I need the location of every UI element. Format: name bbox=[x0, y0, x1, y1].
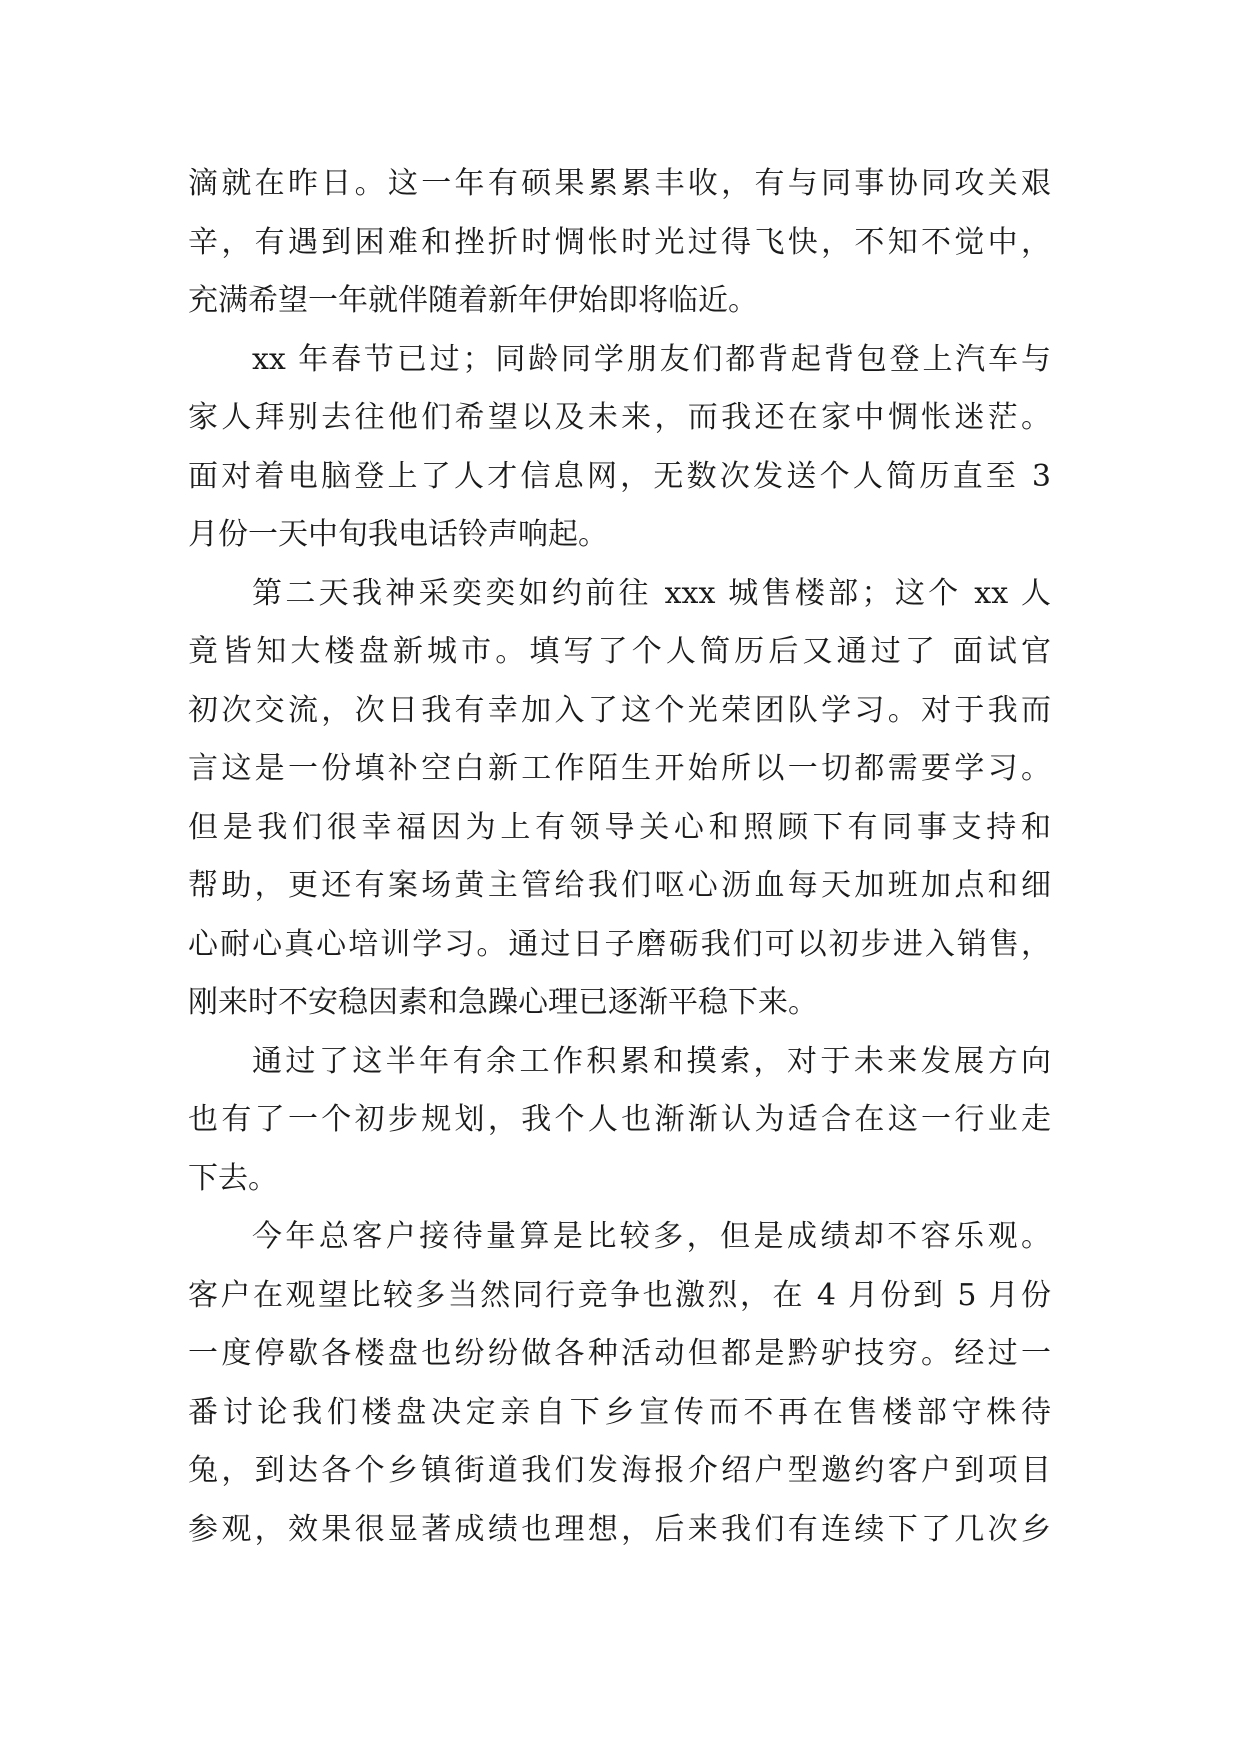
paragraph bbox=[188, 331, 1051, 565]
text-line: 今年总客户接待量算是比较多，但是成绩却不容乐观。 bbox=[252, 1219, 1051, 1254]
text-line: 滴就在昨日。这一年有硕果累累丰收，有与同事协同攻关艰 bbox=[188, 166, 1051, 201]
document-body bbox=[188, 155, 1051, 1559]
text-line: 下去。 bbox=[188, 1160, 278, 1196]
paragraph bbox=[188, 1033, 1051, 1209]
text-line: 番讨论我们楼盘决定亲自下乡宣传而不再在售楼部守株待 bbox=[188, 1394, 1051, 1430]
text-line: 家人拜别去往他们希望以及未来，而我还在家中惆怅迷茫。 bbox=[188, 400, 1051, 435]
paragraph bbox=[188, 565, 1051, 1033]
text-line: 第二天我神采奕奕如约前往 xxx 城售楼部；这个 xx 人 bbox=[252, 575, 1051, 611]
text-line: 一度停歇各楼盘也纷纷做各种活动但都是黔驴技穷。经过一 bbox=[188, 1336, 1051, 1371]
text-line: 言这是一份填补空白新工作陌生开始所以一切都需要学习。 bbox=[188, 751, 1051, 786]
text-line: 心耐心真心培训学习。通过日子磨砺我们可以初步进入销售， bbox=[188, 926, 1051, 962]
text-line: 面对着电脑登上了人才信息网，无数次发送个人简历直至 3 bbox=[188, 458, 1051, 494]
paragraph bbox=[188, 155, 1051, 331]
text-line: 帮助，更还有案场黄主管给我们呕心沥血每天加班加点和细 bbox=[188, 868, 1051, 903]
text-line: 也有了一个初步规划，我个人也渐渐认为适合在这一行业走 bbox=[188, 1102, 1051, 1137]
text-line: 充满希望一年就伴随着新年伊始即将临近。 bbox=[188, 283, 758, 318]
text-line: 月份一天中旬我电话铃声响起。 bbox=[188, 517, 608, 552]
text-line: 兔，到达各个乡镇街道我们发海报介绍户型邀约客户到项目 bbox=[188, 1453, 1051, 1488]
text-line: 客户在观望比较多当然同行竞争也激烈，在 4 月份到 5 月份 bbox=[188, 1277, 1051, 1313]
text-line: 刚来时不安稳因素和急躁心理已逐渐平稳下来。 bbox=[188, 985, 818, 1020]
text-line: 初次交流，次日我有幸加入了这个光荣团队学习。对于我而 bbox=[188, 692, 1051, 728]
text-line: 竟皆知大楼盘新城市。填写了个人简历后又通过了 面试官 bbox=[188, 634, 1051, 669]
text-line: xx 年春节已过；同龄同学朋友们都背起背包登上汽车与 bbox=[252, 341, 1051, 377]
text-line: 通过了这半年有余工作积累和摸索，对于未来发展方向 bbox=[252, 1043, 1051, 1079]
text-line: 辛，有遇到困难和挫折时惆怅时光过得飞快，不知不觉中， bbox=[188, 224, 1051, 260]
text-line: 但是我们很幸福因为上有领导关心和照顾下有同事支持和 bbox=[188, 809, 1051, 845]
text-line: 参观，效果很显著成绩也理想，后来我们有连续下了几次乡 bbox=[188, 1511, 1051, 1547]
paragraph bbox=[188, 1208, 1051, 1559]
